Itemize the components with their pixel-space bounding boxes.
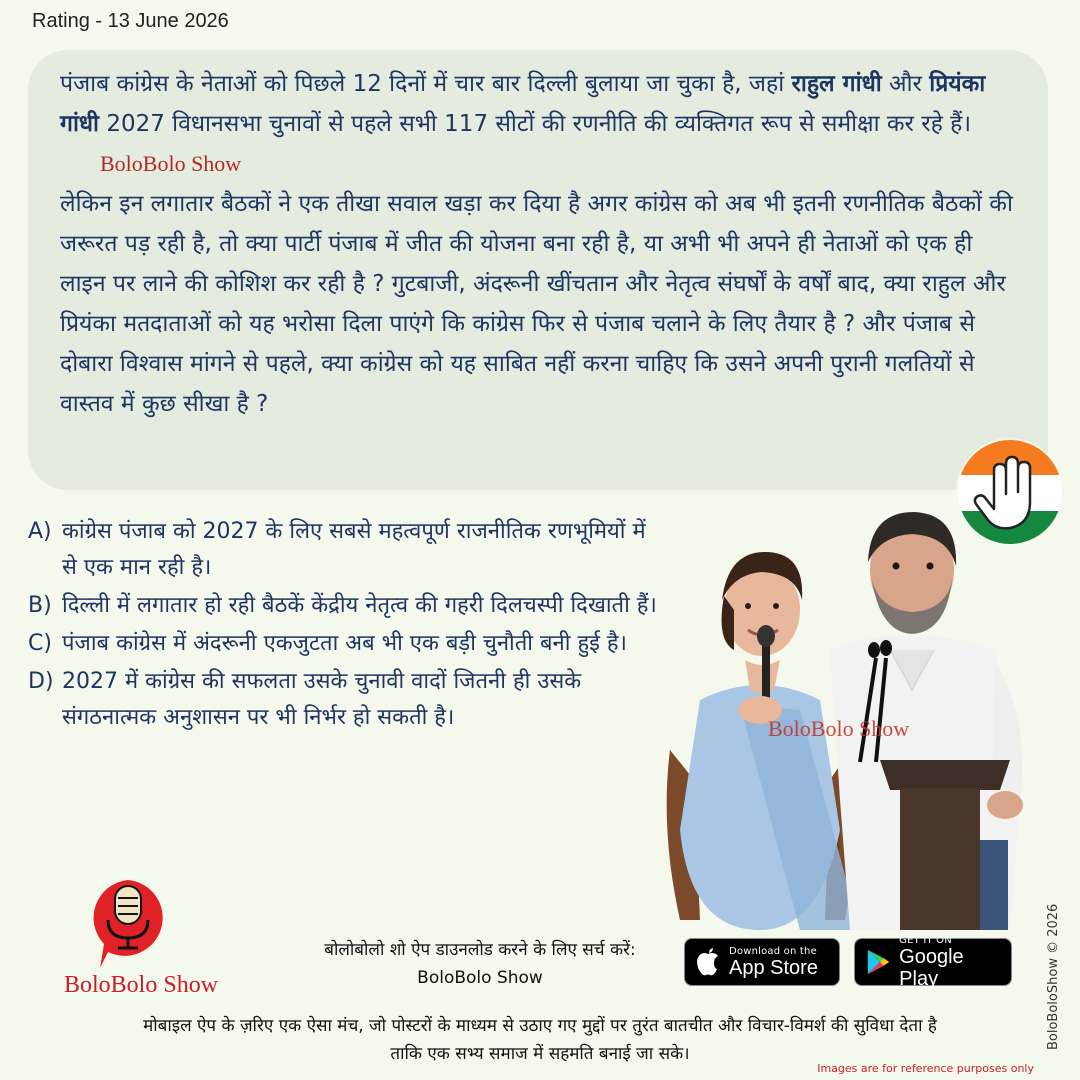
option-a[interactable] [28,514,668,586]
option-c[interactable] [28,626,668,662]
option-d[interactable] [28,664,668,736]
apple-icon [695,947,721,977]
highlight-name-priyanka: प्रियंका गांधी [60,71,986,137]
highlight-name-rahul: राहुल गांधी [791,71,882,97]
leaders-photo [650,500,1030,930]
article-text: 2027 विधानसभा चुनावों से पहले सभी 117 सीटों की रणनीति की व्यक्तिगत रूप से समीक्षा कर रहे हैं। [99,111,972,137]
option-text: कांग्रेस पंजाब को 2027 के लिए सबसे महत्वपूर्ण राजनीतिक रणभूमियों में से एक मान रही है। [62,519,646,580]
search-instructions [290,936,670,992]
footer-line-2: ताकि एक सभ्य समाज में सहमति बनाई जा सके। [390,1044,690,1064]
footer-line-1: मोबाइल ऐप के ज़रिए एक ऐसा मंच, जो पोस्टरों के माध्यम से उठाए गए मुद्दों पर तुरंत बातचीत और विचार-विमर्श की सुविधा देता है [143,1016,937,1036]
article-text: और [881,71,930,97]
copyright-credit: BoloBoloShow © 2026 [1046,903,1061,1050]
footer-description [40,1012,1040,1068]
option-text: 2027 में कांग्रेस की सफलता उसके चुनावी वादों जितनी ही उसके संगठनात्मक अनुशासन पर भी निर्भर हो सकती है। [62,669,582,730]
app-store-button[interactable] [684,938,840,986]
article-text: पंजाब कांग्रेस के नेताओं को पिछले 12 दिनों में चार बार दिल्ली बुलाया जा चुका है, जहां [60,71,792,97]
rating-date: Rating - 13 June 2026 [32,10,229,32]
option-b[interactable] [28,588,668,624]
search-instruction-line: बोलोबोलो शो ऐप डाउनलोड करने के लिए सर्च करें: [324,940,636,960]
option-letter: B) [28,593,52,618]
option-letter: D) [28,669,54,694]
app-store-small-text: Download on the [729,945,817,957]
option-letter: C) [28,631,52,656]
article-panel [28,50,1048,490]
option-text: दिल्ली में लगातार हो रही बैठकें केंद्रीय नेतृत्व की गहरी दिलचस्पी दिखाती हैं। [62,593,657,618]
google-play-small-text: GET IT ON [899,934,952,946]
article-paragraph-2: लेकिन इन लगातार बैठकों ने एक तीखा सवाल खड़ा कर दिया है अगर कांग्रेस को अब भी इतनी रणनीतिक बैठकों की जरूरत पड़ रही है, तो क्या पार्टी पंजाब में जीत की योजना बना रही है, या अभी भी अपने ही नेताओं को एक ही लाइन पर लाने की कोशिश कर रही है ? गुटबाजी, अंदरूनी खींचतान और नेतृत्व संघर्षों के वर्षों बाद, क्या राहुल और प्रियंका मतदाताओं को यह भरोसा दिला पाएंगे कि कांग्रेस फिर से पंजाब चलाने के लिए तैयार है ? और पंजाब से दोबारा विश्वास मांगने से पहले, क्या कांग्रेस को यह साबित नहीं करना चाहिए कि उसने अपनी पुरानी गलतियों से वास्तव में कुछ सीखा है ? [60,191,1013,417]
google-play-button[interactable] [854,934,1012,990]
google-play-big-text: Google Play [899,945,964,990]
option-text: पंजाब कांग्रेस में अंदरूनी एकजुटता अब भी एक बड़ी चुनौती बनी हुई है। [62,631,627,656]
article-paragraph-1 [60,64,1024,184]
image-disclaimer: Images are for reference purposes only [817,1062,1034,1075]
google-play-icon [865,947,891,977]
photo-watermark: BoloBolo Show [768,716,910,741]
option-letter: A) [28,519,52,544]
app-store-big-text: App Store [729,956,818,979]
inline-watermark: BoloBolo Show [100,151,242,176]
logo-text: BoloBolo Show [64,972,219,998]
search-app-name: BoloBolo Show [417,968,543,988]
poll-options [28,514,668,738]
